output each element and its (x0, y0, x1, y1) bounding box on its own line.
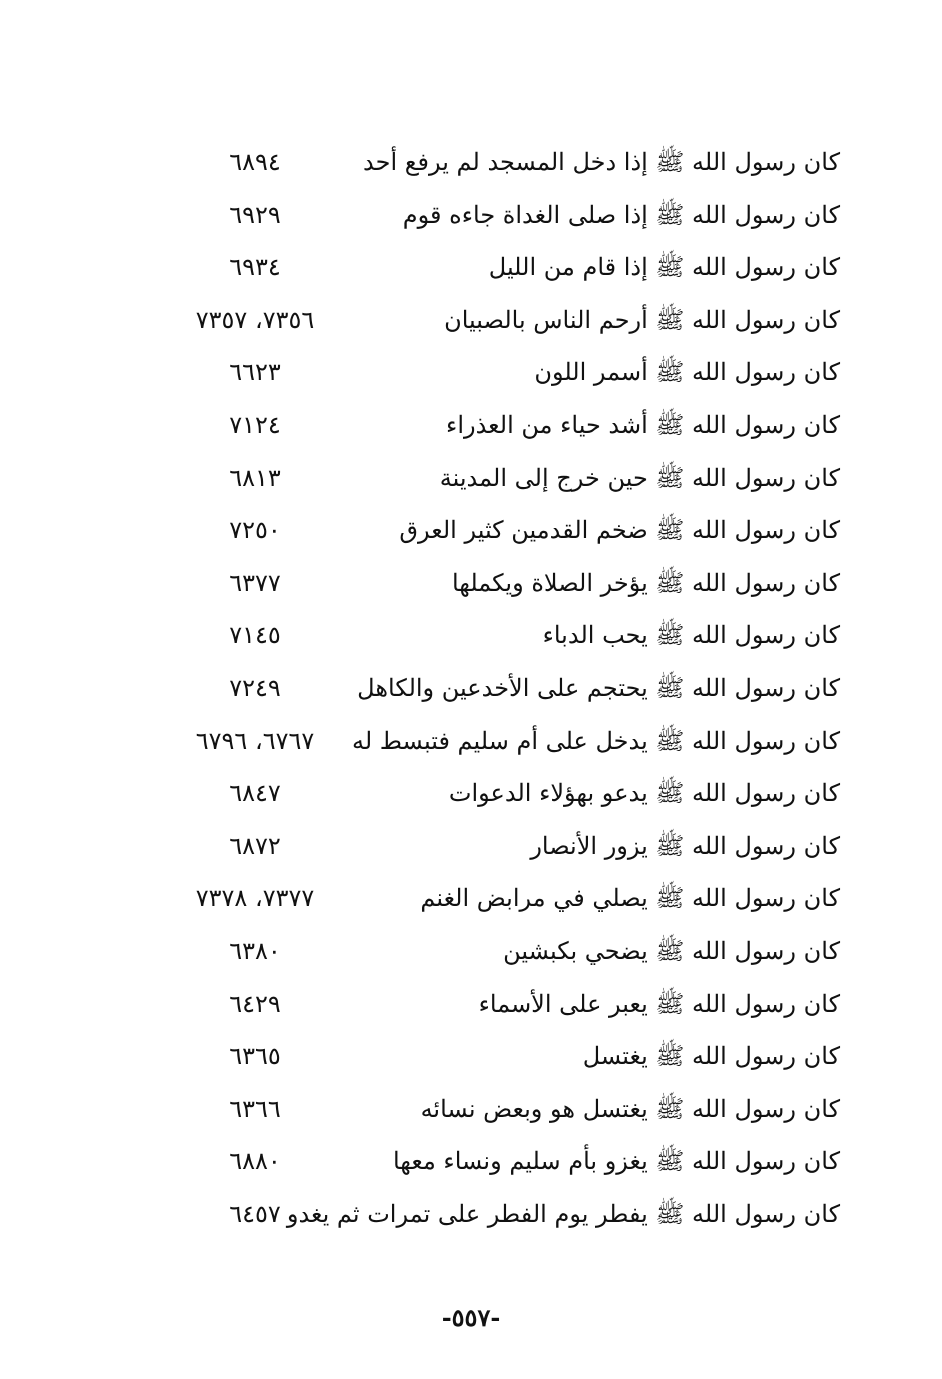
reference-numbers: ٦٩٣٤ (229, 253, 281, 282)
hadith-text: كان رسول الله ﷺ يصلي في مرابض الغنم (420, 884, 840, 913)
index-entry (150, 980, 860, 1033)
reference-numbers: ٦٨٤٧ (229, 779, 281, 808)
reference-numbers: ٦٣٦٥ (229, 1042, 281, 1071)
reference-numbers: ٧٢٥٠ (229, 516, 281, 545)
reference-numbers: ٧١٢٤ (229, 410, 281, 439)
index-entry (150, 559, 860, 612)
hadith-text: كان رسول الله ﷺ يحب الدباء (542, 621, 840, 650)
index-entry (150, 927, 860, 980)
index-entry (150, 138, 860, 191)
page-number: -٥٥٧- (441, 1303, 501, 1332)
hadith-text: كان رسول الله ﷺ أسمر اللون (534, 358, 840, 387)
reference-numbers: ٦٣٦٦ (229, 1094, 281, 1123)
hadith-index-list (150, 138, 860, 1242)
reference-numbers: ٦٣٧٧ (229, 568, 281, 597)
reference-numbers: ٦٨٩٤ (229, 148, 281, 176)
hadith-text: كان رسول الله ﷺ يضحي بكبشين (503, 936, 840, 965)
reference-numbers: ٦٧٦٧، ٦٧٩٦ (195, 726, 315, 755)
reference-numbers: ٧٣٥٦، ٧٣٥٧ (195, 305, 315, 334)
reference-numbers: ٦٩٢٩ (229, 200, 281, 229)
hadith-text: كان رسول الله ﷺ إذا دخل المسجد لم يرفع أحد (363, 148, 840, 176)
reference-numbers: ٦٦٢٣ (229, 358, 281, 387)
index-entry (150, 191, 860, 244)
index-entry (150, 1085, 860, 1138)
hadith-text: كان رسول الله ﷺ يغتسل (582, 1042, 840, 1071)
index-entry (150, 296, 860, 349)
index-entry (150, 348, 860, 401)
hadith-text: كان رسول الله ﷺ يدخل على أم سليم فتبسط له (351, 726, 840, 755)
index-entry (150, 822, 860, 875)
hadith-text: كان رسول الله ﷺ أشد حياء من العذراء (446, 410, 840, 439)
hadith-text: كان رسول الله ﷺ يعبر على الأسماء (478, 989, 840, 1018)
hadith-text: كان رسول الله ﷺ ضخم القدمين كثير العرق (399, 516, 840, 545)
reference-numbers: ٧٣٧٧، ٧٣٧٨ (195, 884, 315, 913)
hadith-text: كان رسول الله ﷺ حين خرج إلى المدينة (439, 463, 840, 492)
reference-numbers: ٦٣٨٠ (229, 936, 281, 965)
hadith-text: كان رسول الله ﷺ إذا قام من الليل (488, 253, 840, 282)
index-entry (150, 1137, 860, 1190)
index-entry (150, 506, 860, 559)
index-entry (150, 401, 860, 454)
reference-numbers: ٦٤٥٧ (229, 1199, 281, 1228)
hadith-text: كان رسول الله ﷺ يفطر يوم الفطر على تمرات ثم يغدو (286, 1199, 840, 1228)
hadith-text: كان رسول الله ﷺ يغزو بأم سليم ونساء معها (392, 1147, 840, 1176)
index-entry (150, 717, 860, 770)
reference-numbers: ٦٤٢٩ (229, 989, 281, 1018)
hadith-text: كان رسول الله ﷺ يؤخر الصلاة ويكملها (451, 568, 840, 597)
hadith-text: كان رسول الله ﷺ يحتجم على الأخدعين والكاهل (357, 673, 840, 702)
index-entry (150, 611, 860, 664)
index-entry (150, 769, 860, 822)
reference-numbers: ٧٢٤٩ (229, 673, 281, 702)
hadith-text: كان رسول الله ﷺ أرحم الناس بالصبيان (444, 305, 840, 334)
index-entry (150, 664, 860, 717)
index-entry (150, 243, 860, 296)
index-entry (150, 1032, 860, 1085)
hadith-text: كان رسول الله ﷺ إذا صلى الغداة جاءه قوم (402, 200, 840, 229)
reference-numbers: ٧١٤٥ (229, 621, 281, 650)
hadith-text: كان رسول الله ﷺ يزور الأنصار (530, 831, 840, 860)
hadith-text: كان رسول الله ﷺ يدعو بهؤلاء الدعوات (448, 779, 840, 808)
index-entry (150, 874, 860, 927)
index-entry (150, 1190, 860, 1243)
index-entry (150, 454, 860, 507)
hadith-text: كان رسول الله ﷺ يغتسل هو وبعض نسائه (420, 1094, 840, 1123)
reference-numbers: ٦٨١٣ (229, 463, 281, 492)
reference-numbers: ٦٨٨٠ (229, 1147, 281, 1176)
reference-numbers: ٦٨٧٢ (229, 831, 281, 860)
